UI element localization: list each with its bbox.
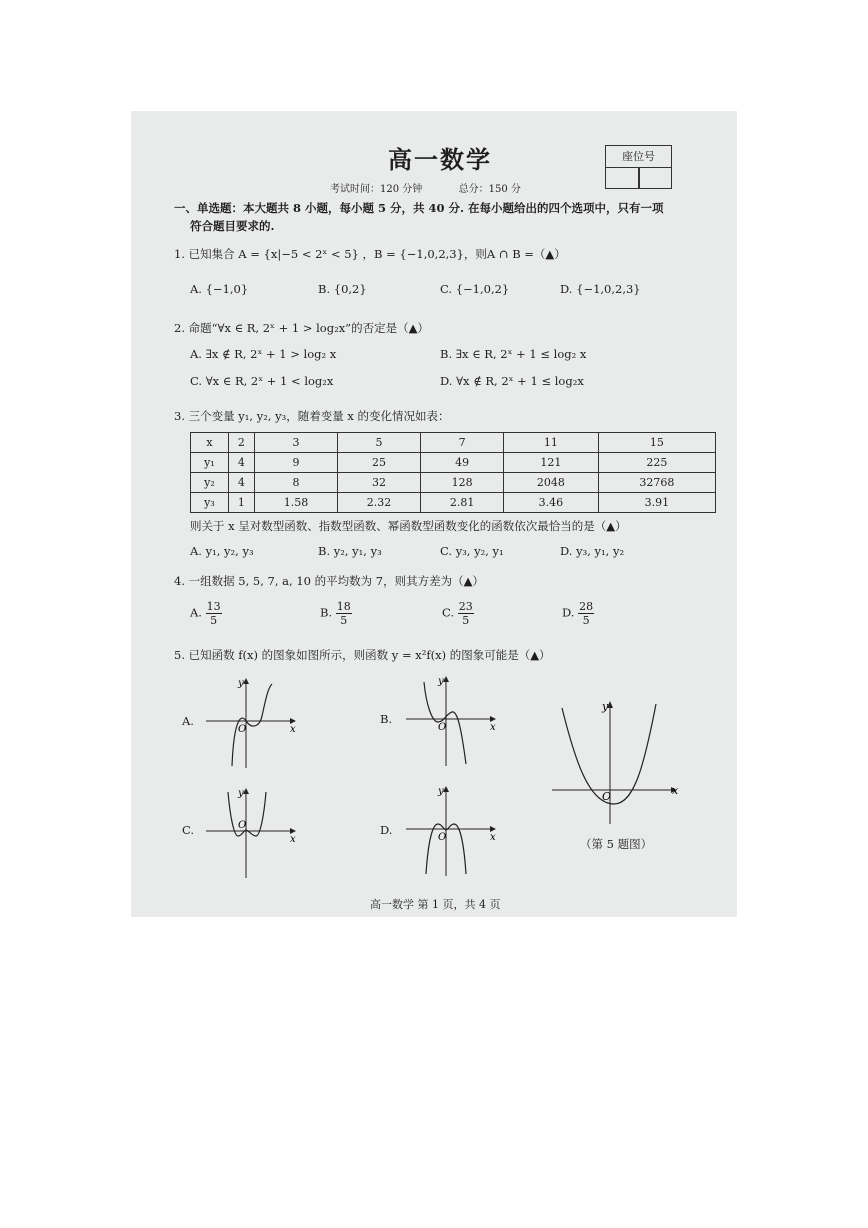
origin-label: O bbox=[238, 820, 247, 831]
reference-graph bbox=[548, 696, 688, 826]
option-letter: A. bbox=[190, 605, 202, 620]
denominator: 5 bbox=[462, 614, 470, 627]
q3-stem: 3. 三个变量 y₁, y₂, y₃，随着变量 x 的变化情况如表： bbox=[174, 409, 450, 423]
y-label: y bbox=[438, 786, 444, 797]
figure-caption: （第 5 题图） bbox=[580, 837, 653, 851]
table-cell: 1 bbox=[228, 493, 254, 513]
table-cell: 3.91 bbox=[598, 493, 715, 513]
graph-label-c: C. bbox=[182, 823, 195, 837]
q4-stem: 4. 一组数据 5, 5, 7, a, 10 的平均数为 7，则其方差为（▲） bbox=[174, 574, 484, 588]
exam-info bbox=[330, 180, 521, 195]
fraction bbox=[206, 600, 222, 627]
origin-label: O bbox=[602, 790, 612, 803]
table-cell: 11 bbox=[504, 433, 598, 453]
table-cell: 1.58 bbox=[254, 493, 337, 513]
table-cell: 128 bbox=[421, 473, 504, 493]
score-text: 总分：150 分 bbox=[458, 184, 521, 195]
table-cell: x bbox=[191, 433, 229, 453]
seat-label: 座位号 bbox=[606, 146, 671, 168]
q3-option-b: B. y₂, y₁, y₃ bbox=[318, 544, 382, 558]
table-cell: y₃ bbox=[191, 493, 229, 513]
graph-label-b: B. bbox=[380, 712, 393, 726]
table-cell: 32768 bbox=[598, 473, 715, 493]
denominator: 5 bbox=[340, 614, 348, 627]
table-cell: y₁ bbox=[191, 453, 229, 473]
origin-label: O bbox=[238, 724, 247, 735]
graph-d bbox=[402, 784, 498, 880]
table-cell: 225 bbox=[598, 453, 715, 473]
y-label: y bbox=[602, 700, 609, 713]
table-cell: 32 bbox=[338, 473, 421, 493]
seat-divider bbox=[638, 168, 640, 188]
q5-stem: 5. 已知函数 f(x) 的图象如图所示，则函数 y = x²f(x) 的图象可能是（▲） bbox=[174, 648, 551, 662]
table-cell: 2.81 bbox=[421, 493, 504, 513]
q3-option-c: C. y₃, y₂, y₁ bbox=[440, 544, 504, 558]
curve bbox=[562, 704, 656, 804]
option-letter: B. bbox=[320, 605, 333, 620]
graph-c bbox=[202, 786, 298, 882]
table-cell: 121 bbox=[504, 453, 598, 473]
x-label: x bbox=[490, 722, 496, 733]
x-label: x bbox=[672, 784, 679, 797]
q3-table bbox=[190, 432, 716, 513]
q2-option-a: A. ∃x ∉ R, 2ˣ + 1 > log₂ x bbox=[190, 347, 337, 361]
table-cell: 5 bbox=[338, 433, 421, 453]
table-cell: 2 bbox=[228, 433, 254, 453]
graph-a bbox=[202, 676, 298, 772]
q1-option-d: D. {−1,0,2,3} bbox=[560, 282, 641, 296]
option-letter: C. bbox=[442, 605, 455, 620]
table-cell: 4 bbox=[228, 453, 254, 473]
x-label: x bbox=[290, 724, 296, 735]
denominator: 5 bbox=[582, 614, 590, 627]
table-cell: 3.46 bbox=[504, 493, 598, 513]
y-arrow-icon bbox=[243, 788, 249, 794]
table-cell: 25 bbox=[338, 453, 421, 473]
denominator: 5 bbox=[210, 614, 218, 627]
table-cell: 9 bbox=[254, 453, 337, 473]
y-arrow-icon bbox=[243, 678, 249, 684]
table-row bbox=[191, 433, 716, 453]
graph-label-a: A. bbox=[182, 714, 194, 728]
fraction bbox=[578, 600, 594, 627]
graph-label-d: D. bbox=[380, 823, 393, 837]
y-arrow-icon bbox=[443, 676, 449, 682]
graph-b bbox=[402, 674, 498, 770]
q3-option-a: A. y₁, y₂, y₃ bbox=[190, 544, 254, 558]
table-cell: 8 bbox=[254, 473, 337, 493]
table-row bbox=[191, 493, 716, 513]
time-text: 考试时间：120 分钟 bbox=[330, 184, 423, 195]
numerator: 18 bbox=[336, 600, 351, 613]
table-cell: 2048 bbox=[504, 473, 598, 493]
page-footer: 高一数学 第 1 页，共 4 页 bbox=[370, 898, 501, 911]
origin-label: O bbox=[438, 832, 447, 843]
q1-option-c: C. {−1,0,2} bbox=[440, 282, 510, 296]
numerator: 28 bbox=[579, 600, 594, 613]
x-label: x bbox=[290, 834, 296, 845]
q4-option-d bbox=[562, 600, 594, 627]
q4-option-a bbox=[190, 600, 222, 627]
table-cell: y₂ bbox=[191, 473, 229, 493]
numerator: 13 bbox=[206, 600, 221, 613]
origin-label: O bbox=[438, 722, 447, 733]
table-cell: 4 bbox=[228, 473, 254, 493]
q1-option-b: B. {0,2} bbox=[318, 282, 367, 296]
q4-option-c bbox=[442, 600, 474, 627]
table-cell: 2.32 bbox=[338, 493, 421, 513]
q2-option-c: C. ∀x ∈ R, 2ˣ + 1 < log₂x bbox=[190, 374, 334, 388]
q1-stem: 1. 已知集合 A = {x|−5 < 2ˣ < 5} ，B = {−1,0,2,3}，则A ∩ B =（▲） bbox=[174, 247, 566, 261]
fraction bbox=[336, 600, 352, 627]
y-label: y bbox=[238, 678, 244, 689]
table-row bbox=[191, 453, 716, 473]
section-heading-1: 一、单选题：本大题共 8 小题，每小题 5 分，共 40 分. 在每小题给出的四个选项中，只有一项 bbox=[174, 201, 664, 215]
numerator: 23 bbox=[458, 600, 473, 613]
q4-option-b bbox=[320, 600, 352, 627]
option-letter: D. bbox=[562, 605, 575, 620]
table-cell: 7 bbox=[421, 433, 504, 453]
table-cell: 49 bbox=[421, 453, 504, 473]
q2-option-d: D. ∀x ∉ R, 2ˣ + 1 ≤ log₂x bbox=[440, 374, 584, 388]
fraction bbox=[458, 600, 474, 627]
page-title: 高一数学 bbox=[388, 145, 492, 174]
q1-option-a: A. {−1,0} bbox=[190, 282, 249, 296]
seat-number-box bbox=[605, 145, 672, 189]
q2-option-b: B. ∃x ∈ R, 2ˣ + 1 ≤ log₂ x bbox=[440, 347, 587, 361]
x-label: x bbox=[490, 832, 496, 843]
curve bbox=[228, 792, 266, 836]
y-arrow-icon bbox=[443, 786, 449, 792]
table-cell: 3 bbox=[254, 433, 337, 453]
y-label: y bbox=[438, 676, 444, 687]
q3-option-d: D. y₃, y₁, y₂ bbox=[560, 544, 625, 558]
q2-stem: 2. 命题“∀x ∈ R, 2ˣ + 1 > log₂x”的否定是（▲） bbox=[174, 321, 429, 335]
q3-follow: 则关于 x 呈对数型函数、指数型函数、幂函数型函数变化的函数依次最恰当的是（▲） bbox=[190, 519, 627, 533]
table-row bbox=[191, 473, 716, 493]
y-label: y bbox=[238, 788, 244, 799]
table-cell: 15 bbox=[598, 433, 715, 453]
section-heading-2: 符合题目要求的. bbox=[190, 219, 275, 233]
